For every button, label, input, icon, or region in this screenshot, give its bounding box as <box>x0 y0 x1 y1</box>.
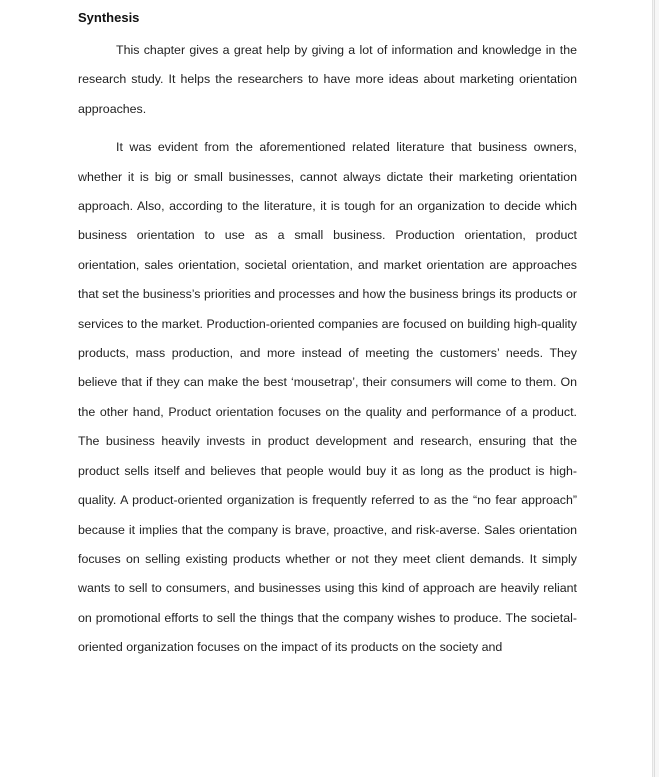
page-content <box>78 9 577 672</box>
paragraph-2: It was evident from the aforementioned related literature that business owners, whether it is big or small businesses, cannot always dictate their marketing orientation approach. Also, according to the literature, it is tough for an organization to decide which business orientation to use as a small business. Production orientation, product orientation, sales orientation, societal orientation, and market orientation are approaches that set the business’s priorities and processes and how the business brings its products or services to the market. Production-oriented companies are focused on building high-quality products, mass production, and more instead of meeting the customers’ needs. They believe that if they can make the best ‘mousetrap’, their consumers will come to them. On the other hand, Product orientation focuses on the quality and performance of a product. The business heavily invests in product development and research, ensuring that the product sells itself and believes that people would buy it as long as the product is high-quality. A product-oriented organization is frequently referred to as the “no fear approach” because it implies that the company is brave, proactive, and risk-averse. Sales orientation focuses on selling existing products whether or not they meet client demands. It simply wants to sell to consumers, and businesses using this kind of approach are heavily reliant on promotional efforts to sell the things that the company wishes to produce. The societal-oriented organization focuses on the impact of its products on the society and <box>78 140 577 655</box>
section-heading: Synthesis <box>78 10 140 25</box>
paragraph-1: This chapter gives a great help by giving a lot of information and knowledge in the research study. It helps the researchers to have more ideas about marketing orientation approaches. <box>78 43 577 116</box>
vertical-scrollbar[interactable] <box>654 0 659 777</box>
